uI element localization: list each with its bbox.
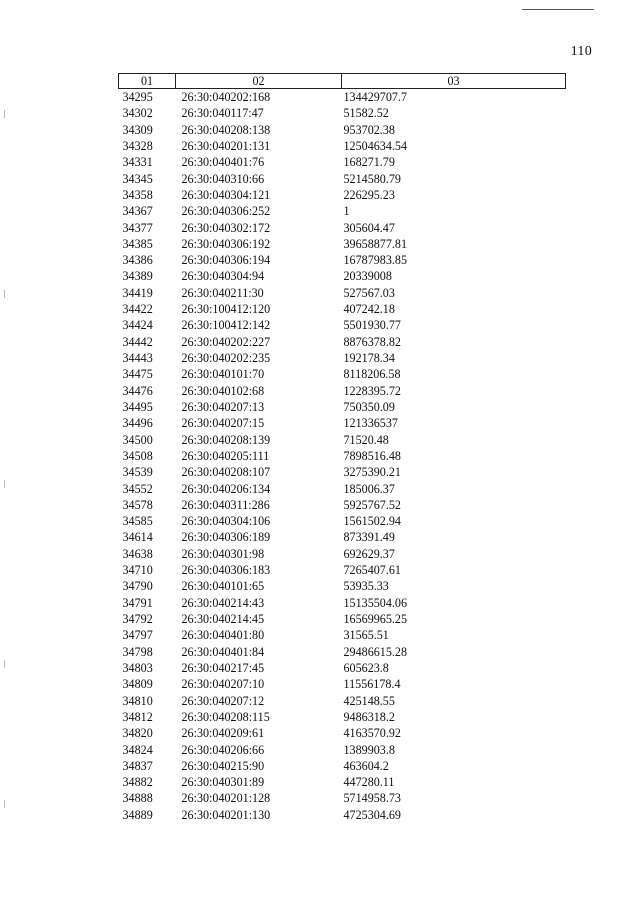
table-row bbox=[119, 562, 566, 578]
table-row bbox=[119, 676, 566, 692]
cell-col-02: 26:30:040311:286 bbox=[181, 497, 270, 512]
cell-col-02: 26:30:040304:106 bbox=[181, 514, 271, 529]
cell-col-03: 53935.33 bbox=[343, 579, 389, 594]
cell-col-01: 34419 bbox=[122, 285, 153, 300]
cell-col-02: 26:30:040302:172 bbox=[181, 220, 271, 235]
table-row bbox=[119, 758, 566, 774]
cell-col-01: 34424 bbox=[122, 318, 153, 333]
cell-col-03: 11556178.4 bbox=[343, 677, 401, 692]
table-row bbox=[119, 171, 566, 187]
table-row bbox=[119, 448, 566, 464]
header-col-02: 02 bbox=[176, 74, 342, 89]
cell-col-02: 26:30:040310:66 bbox=[181, 171, 265, 186]
cell-col-01: 34495 bbox=[122, 399, 153, 414]
table-row bbox=[119, 595, 566, 611]
cell-col-02: 26:30:040306:183 bbox=[181, 563, 271, 578]
page-number: 110 bbox=[570, 44, 592, 59]
table-row bbox=[119, 481, 566, 497]
header-col-01: 01 bbox=[119, 74, 176, 89]
table-row bbox=[119, 432, 566, 448]
cell-col-01: 34295 bbox=[122, 90, 153, 104]
table-row bbox=[119, 742, 566, 758]
table-row bbox=[119, 807, 566, 823]
cell-col-01: 34328 bbox=[122, 138, 153, 153]
table-row bbox=[119, 122, 566, 138]
cell-col-02: 26:30:040117:47 bbox=[181, 106, 264, 121]
cell-col-01: 34386 bbox=[122, 253, 153, 268]
table-row bbox=[119, 138, 566, 154]
table-row bbox=[119, 546, 566, 562]
cell-col-02: 26:30:100412:120 bbox=[181, 302, 271, 317]
cell-col-02: 26:30:040209:61 bbox=[181, 726, 265, 741]
cell-col-01: 34578 bbox=[122, 497, 153, 512]
cell-col-03: 750350.09 bbox=[343, 399, 395, 414]
cell-col-02: 26:30:040201:128 bbox=[181, 791, 271, 806]
cell-col-01: 34798 bbox=[122, 644, 153, 659]
cell-col-03: 20339008 bbox=[343, 269, 392, 284]
cell-col-01: 34812 bbox=[122, 709, 153, 724]
cell-col-02: 26:30:040207:12 bbox=[181, 693, 265, 708]
cell-col-01: 34508 bbox=[122, 448, 153, 463]
table-row bbox=[119, 644, 566, 660]
table-row bbox=[119, 709, 566, 725]
cell-col-03: 192178.34 bbox=[343, 351, 395, 365]
table-row bbox=[119, 252, 566, 268]
cell-col-03: 7898516.48 bbox=[343, 448, 401, 463]
cell-col-03: 4163570.92 bbox=[343, 726, 401, 741]
cell-col-03: 5714958.73 bbox=[343, 791, 401, 806]
cell-col-02: 26:30:040306:189 bbox=[181, 530, 271, 545]
cell-col-02: 26:30:040207:10 bbox=[181, 677, 265, 692]
cell-col-03: 953702.38 bbox=[343, 122, 395, 137]
cell-col-01: 34710 bbox=[122, 563, 153, 578]
cell-col-03: 9486318.2 bbox=[343, 709, 395, 724]
header-col-03: 03 bbox=[342, 74, 566, 89]
table-row bbox=[119, 399, 566, 415]
cell-col-03: 134429707.7 bbox=[343, 90, 407, 104]
cell-col-01: 34824 bbox=[122, 742, 153, 757]
table-body bbox=[119, 89, 566, 824]
cell-col-01: 34302 bbox=[122, 106, 153, 121]
cell-col-03: 7265407.61 bbox=[343, 563, 401, 578]
table-row bbox=[119, 611, 566, 627]
cell-col-02: 26:30:040214:45 bbox=[181, 612, 265, 626]
cell-col-01: 34791 bbox=[122, 595, 153, 610]
cell-col-03: 185006.37 bbox=[343, 481, 395, 496]
cell-col-03: 1 bbox=[343, 204, 350, 219]
margin-mark bbox=[4, 110, 5, 118]
cell-col-03: 605623.8 bbox=[343, 660, 389, 675]
table-row bbox=[119, 187, 566, 203]
cell-col-03: 12504634.54 bbox=[343, 138, 407, 153]
cell-col-01: 34810 bbox=[122, 693, 153, 708]
cell-col-02: 26:30:040215:90 bbox=[181, 758, 265, 773]
table-row bbox=[119, 578, 566, 594]
cell-col-02: 26:30:040207:15 bbox=[181, 416, 265, 431]
table-row bbox=[119, 464, 566, 480]
table-row bbox=[119, 693, 566, 709]
table-row bbox=[119, 774, 566, 790]
cell-col-02: 26:30:040201:130 bbox=[181, 807, 271, 822]
cell-col-03: 425148.55 bbox=[343, 693, 395, 708]
cell-col-02: 26:30:040102:68 bbox=[181, 383, 265, 398]
cell-col-03: 121336537 bbox=[343, 416, 398, 431]
cell-col-03: 16569965.25 bbox=[343, 612, 407, 626]
table-row bbox=[119, 660, 566, 676]
top-rule bbox=[522, 9, 594, 10]
data-table bbox=[118, 73, 566, 823]
cell-col-03: 168271.79 bbox=[343, 155, 395, 170]
cell-col-02: 26:30:040205:111 bbox=[181, 448, 270, 463]
cell-col-01: 34422 bbox=[122, 302, 153, 317]
cell-col-02: 26:30:040306:194 bbox=[181, 253, 271, 268]
cell-col-03: 16787983.85 bbox=[343, 253, 407, 268]
cell-col-02: 26:30:040301:98 bbox=[181, 546, 265, 561]
cell-col-02: 26:30:040301:89 bbox=[181, 775, 265, 790]
table-row bbox=[119, 105, 566, 121]
margin-mark bbox=[4, 800, 5, 808]
cell-col-01: 34837 bbox=[122, 758, 153, 773]
cell-col-02: 26:30:040206:66 bbox=[181, 742, 265, 757]
cell-col-01: 34803 bbox=[122, 660, 153, 675]
cell-col-03: 5214580.79 bbox=[343, 171, 401, 186]
cell-col-02: 26:30:040304:121 bbox=[181, 187, 271, 202]
cell-col-03: 51582.52 bbox=[343, 106, 389, 121]
cell-col-03: 407242.18 bbox=[343, 302, 395, 317]
cell-col-03: 1228395.72 bbox=[343, 383, 401, 398]
table-row bbox=[119, 236, 566, 252]
margin-mark bbox=[4, 290, 5, 298]
cell-col-01: 34820 bbox=[122, 726, 153, 741]
cell-col-01: 34331 bbox=[122, 155, 153, 170]
cell-col-01: 34539 bbox=[122, 465, 153, 480]
cell-col-03: 8876378.82 bbox=[343, 334, 401, 349]
cell-col-03: 873391.49 bbox=[343, 530, 395, 545]
table-row bbox=[119, 203, 566, 219]
cell-col-01: 34377 bbox=[122, 220, 153, 235]
cell-col-01: 34367 bbox=[122, 204, 153, 219]
cell-col-03: 71520.48 bbox=[343, 432, 389, 447]
cell-col-02: 26:30:040208:139 bbox=[181, 432, 271, 447]
cell-col-02: 26:30:040401:84 bbox=[181, 644, 265, 659]
cell-col-03: 1389903.8 bbox=[343, 742, 395, 757]
cell-col-03: 15135504.06 bbox=[343, 595, 407, 610]
cell-col-01: 34809 bbox=[122, 677, 153, 692]
cell-col-02: 26:30:040208:107 bbox=[181, 465, 271, 480]
cell-col-01: 34889 bbox=[122, 807, 153, 822]
table-row bbox=[119, 497, 566, 513]
cell-col-01: 34358 bbox=[122, 187, 153, 202]
cell-col-03: 527567.03 bbox=[343, 285, 395, 300]
cell-col-02: 26:30:040214:43 bbox=[181, 595, 265, 610]
cell-col-01: 34385 bbox=[122, 236, 153, 251]
cell-col-03: 305604.47 bbox=[343, 220, 395, 235]
cell-col-01: 34585 bbox=[122, 514, 153, 529]
cell-col-02: 26:30:040401:80 bbox=[181, 628, 265, 643]
cell-col-03: 39658877.81 bbox=[343, 236, 407, 251]
cell-col-02: 26:30:040202:235 bbox=[181, 351, 271, 365]
cell-col-01: 34309 bbox=[122, 122, 153, 137]
table-row bbox=[119, 89, 566, 106]
table-row bbox=[119, 383, 566, 399]
margin-marks bbox=[4, 100, 8, 860]
cell-col-02: 26:30:040306:252 bbox=[181, 204, 271, 219]
cell-col-01: 34475 bbox=[122, 367, 153, 382]
cell-col-03: 31565.51 bbox=[343, 628, 389, 643]
cell-col-03: 8118206.58 bbox=[343, 367, 401, 382]
table-row bbox=[119, 350, 566, 366]
table-row bbox=[119, 366, 566, 382]
cell-col-02: 26:30:040304:94 bbox=[181, 269, 265, 284]
cell-col-01: 34638 bbox=[122, 546, 153, 561]
cell-col-03: 29486615.28 bbox=[343, 644, 407, 659]
cell-col-02: 26:30:040201:131 bbox=[181, 138, 271, 153]
cell-col-01: 34882 bbox=[122, 775, 153, 790]
table-row bbox=[119, 285, 566, 301]
cell-col-02: 26:30:040202:227 bbox=[181, 334, 271, 349]
cell-col-02: 26:30:040101:65 bbox=[181, 579, 265, 594]
table-row bbox=[119, 154, 566, 170]
cell-col-01: 34476 bbox=[122, 383, 153, 398]
cell-col-02: 26:30:040208:138 bbox=[181, 122, 271, 137]
table-row bbox=[119, 317, 566, 333]
cell-col-01: 34790 bbox=[122, 579, 153, 594]
cell-col-02: 26:30:040206:134 bbox=[181, 481, 271, 496]
cell-col-03: 692629.37 bbox=[343, 546, 395, 561]
table-row bbox=[119, 513, 566, 529]
margin-mark bbox=[4, 480, 5, 488]
table-row bbox=[119, 220, 566, 236]
table-row bbox=[119, 268, 566, 284]
cell-col-01: 34389 bbox=[122, 269, 153, 284]
cell-col-01: 34345 bbox=[122, 171, 153, 186]
cell-col-03: 226295.23 bbox=[343, 187, 395, 202]
cell-col-02: 26:30:040217:45 bbox=[181, 660, 265, 675]
cell-col-03: 447280.11 bbox=[343, 775, 395, 790]
table-row bbox=[119, 627, 566, 643]
cell-col-02: 26:30:100412:142 bbox=[181, 318, 271, 333]
table-row bbox=[119, 334, 566, 350]
cell-col-02: 26:30:040306:192 bbox=[181, 236, 271, 251]
cell-col-03: 463604.2 bbox=[343, 758, 389, 773]
header-row bbox=[119, 74, 566, 89]
cell-col-01: 34614 bbox=[122, 530, 153, 545]
cell-col-01: 34443 bbox=[122, 351, 153, 365]
cell-col-01: 34552 bbox=[122, 481, 153, 496]
cell-col-01: 34500 bbox=[122, 432, 153, 447]
cell-col-01: 34888 bbox=[122, 791, 153, 806]
table-row bbox=[119, 529, 566, 545]
cell-col-01: 34792 bbox=[122, 612, 153, 626]
table-row bbox=[119, 301, 566, 317]
table-header bbox=[119, 74, 566, 89]
cell-col-03: 5501930.77 bbox=[343, 318, 401, 333]
cell-col-01: 34797 bbox=[122, 628, 153, 643]
table-row bbox=[119, 415, 566, 431]
cell-col-01: 34442 bbox=[122, 334, 153, 349]
cell-col-02: 26:30:040202:168 bbox=[181, 90, 271, 104]
cell-col-02: 26:30:040101:70 bbox=[181, 367, 265, 382]
cell-col-03: 1561502.94 bbox=[343, 514, 401, 529]
cell-col-02: 26:30:040211:30 bbox=[181, 285, 264, 300]
cell-col-01: 34496 bbox=[122, 416, 153, 431]
table-row bbox=[119, 725, 566, 741]
cell-col-02: 26:30:040207:13 bbox=[181, 399, 265, 414]
table-row bbox=[119, 790, 566, 806]
cell-col-03: 3275390.21 bbox=[343, 465, 401, 480]
margin-mark bbox=[4, 660, 5, 668]
cell-col-02: 26:30:040208:115 bbox=[181, 709, 270, 724]
cell-col-03: 4725304.69 bbox=[343, 807, 401, 822]
cell-col-02: 26:30:040401:76 bbox=[181, 155, 265, 170]
cell-col-03: 5925767.52 bbox=[343, 497, 401, 512]
